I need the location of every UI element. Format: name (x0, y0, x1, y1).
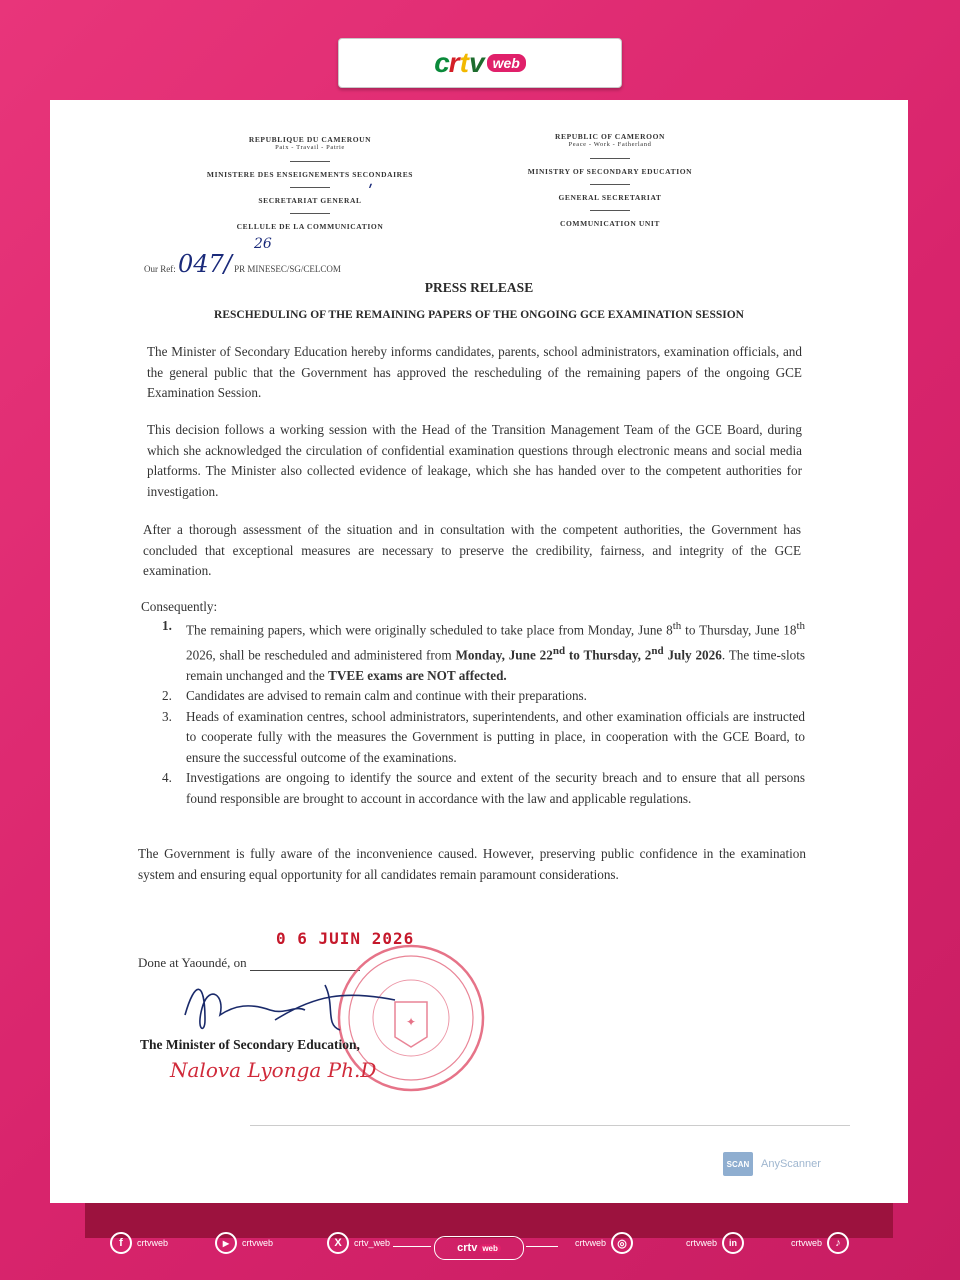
social-handle: crtvweb (242, 1238, 274, 1248)
crtv-web-logo (434, 47, 526, 79)
item1-text-a: The remaining papers, which were originally scheduled to take place from Monday, June 8 (186, 622, 673, 638)
list-item-number: 3. (162, 708, 172, 724)
closing-paragraph: The Government is fully aware of the inconvenience caused. However, preserving public confidence in the examination system and ensuring equal opportunity for all candidates remain paramount considerations. (138, 846, 806, 882)
footer-logo-r: r (463, 1242, 468, 1254)
social-handle: crtvweb (791, 1238, 823, 1248)
linkedin-icon: in (722, 1232, 744, 1254)
item1-text-c: 2026, shall be rescheduled and administered from (186, 647, 456, 663)
social-youtube[interactable] (215, 1232, 273, 1254)
reference-handwritten-number: 047/ (178, 250, 232, 278)
divider (590, 158, 630, 159)
right-header-unit: COMMUNICATION UNIT (559, 219, 661, 229)
social-facebook[interactable] (110, 1232, 168, 1254)
facebook-icon: f (110, 1232, 132, 1254)
signature (175, 975, 405, 1045)
list-item-text: Heads of examination centres, school administrators, superintendents, and other examination officials are instructed to cooperate fully with the measures the Government is putting in place, in cooperation with the GCE Board, to ensure the successful outcome of the examinations. (186, 708, 805, 765)
divider (526, 1246, 558, 1247)
social-x[interactable] (327, 1232, 390, 1254)
divider (290, 213, 330, 214)
right-header-country: REPUBLIC OF CAMEROON (554, 132, 666, 141)
scanner-label: AnyScanner (761, 1158, 821, 1170)
done-at-label: Done at Yaoundé, on (138, 955, 247, 970)
item1-sup-f: nd (651, 644, 664, 657)
logo-web-badge: web (487, 54, 526, 72)
anyscanner-watermark (723, 1152, 821, 1176)
social-handle: crtvweb (686, 1238, 718, 1248)
logo-letter-v: v (469, 47, 485, 78)
item1-tvee-note: TVEE exams are NOT affected. (328, 667, 507, 683)
divider (393, 1246, 431, 1247)
instagram-icon: ◎ (611, 1232, 633, 1254)
right-header-ministry: MINISTRY OF SECONDARY EDUCATION (527, 166, 693, 176)
signer-name-stamp: Nalova Lyonga Ph.D (170, 1058, 377, 1082)
svg-text:✦: ✦ (405, 1015, 417, 1029)
right-header-motto: Peace - Work - Fatherland (568, 141, 652, 149)
logo-letter-c: c (434, 47, 449, 78)
list-item-number: 1. (162, 618, 172, 633)
document-subtitle: RESCHEDULING OF THE REMAINING PAPERS OF THE ONGOING GCE EXAMINATION SESSION (214, 309, 744, 321)
paragraph-2: This decision follows a working session with the Head of the Transition Management Team of the GCE Board, during which she acknowledged the circulation of confidential examination questions through electronic means and social media platforms. The Minister also collected evidence of leakage, which she has handed over to the competent authorities for investigation. (147, 422, 802, 499)
divider (590, 210, 630, 211)
social-tiktok[interactable] (791, 1232, 849, 1254)
list-item (140, 686, 805, 707)
scan-icon: SCAN (723, 1152, 753, 1176)
item1-sup-a: th (672, 620, 682, 632)
consequently-label: Consequently: (141, 599, 218, 614)
x-icon: X (327, 1232, 349, 1254)
reference-line (144, 236, 341, 278)
list-item (140, 616, 805, 686)
reference-handwritten-year: 26 (254, 236, 272, 252)
footer-crtv-logo (434, 1236, 524, 1260)
list-item-text (186, 616, 805, 686)
item1-sup-b: th (796, 620, 805, 632)
left-header (190, 135, 430, 232)
logo-letter-r: r (448, 47, 460, 78)
social-instagram[interactable] (575, 1232, 633, 1254)
left-header-secretariat: SECRETARIAT GENERAL (258, 195, 362, 205)
social-linkedin[interactable] (686, 1232, 744, 1254)
list-item-number: 4. (162, 770, 172, 786)
left-header-motto: Paix - Travail - Patrie (275, 144, 345, 152)
tiktok-icon: ♪ (827, 1232, 849, 1254)
footer-logo-text (457, 1242, 477, 1254)
social-handle: crtvweb (137, 1238, 169, 1248)
footer-logo-v: v (471, 1242, 478, 1254)
social-handle: crtvweb (575, 1238, 607, 1248)
item1-text-e: to (565, 647, 584, 663)
item1-new-end-month: July 2026 (663, 647, 722, 663)
date-stamp: 0 6 JUIN 2026 (276, 929, 415, 948)
press-release-document (50, 100, 908, 1203)
list-item (140, 768, 805, 809)
right-header-secretariat: GENERAL SECRETARIAT (558, 192, 662, 202)
signer-title: The Minister of Secondary Education, (140, 1037, 360, 1052)
item1-sup-d: nd (552, 644, 566, 657)
item1-text-h: . The time-slots remain unchanged and the (186, 647, 806, 683)
item1-new-start-date: Monday, June 22 (455, 647, 553, 663)
list-item-text: Investigations are ongoing to identify the source and extent of the security breach and to ensure that all persons found responsible are brought to account in accordance with the law and applicable regulations. (186, 770, 805, 806)
left-header-unit: CELLULE DE LA COMMUNICATION (236, 222, 384, 232)
left-header-country: REPUBLIQUE DU CAMEROUN (248, 135, 372, 144)
divider (290, 161, 330, 162)
crtv-logo-box (338, 38, 622, 88)
measures-list (140, 616, 805, 809)
right-header (510, 132, 710, 229)
done-at-line (138, 955, 360, 971)
youtube-icon: ▶ (215, 1232, 237, 1254)
list-item (140, 707, 805, 769)
left-header-ministry: MINISTERE DES ENSEIGNEMENTS SECONDAIRES (206, 169, 414, 179)
logo-letter-t: t (459, 47, 469, 78)
item1-new-end-date: Thursday, 2 (583, 647, 652, 663)
list-item-text: Candidates are advised to remain calm and continue with their preparations. (186, 688, 587, 704)
reference-label: Our Ref: (144, 264, 176, 274)
paragraph-3: After a thorough assessment of the situation and in consultation with the competent authorities, the Government has concluded that exceptional measures are necessary to preserve the credibility, fairness, and integrity of the GCE examination. (143, 522, 801, 578)
reference-suffix: PR MINESEC/SG/CELCOM (234, 264, 341, 274)
document-title: PRESS RELEASE (424, 280, 534, 295)
footer-band (85, 1203, 893, 1238)
divider (590, 184, 630, 185)
divider (290, 187, 330, 188)
item1-text-b: to Thursday, June 18 (681, 622, 797, 638)
footer-logo-t: t (467, 1242, 472, 1254)
list-item-number: 2. (162, 688, 172, 704)
handwritten-initial: ʹ (368, 182, 374, 203)
divider (250, 1125, 850, 1126)
paragraph-1: The Minister of Secondary Education hereby informs candidates, parents, school administrators, examination officials, and the general public that the Government has approved the rescheduling of the remaining papers of the ongoing GCE Examination Session. (147, 344, 802, 400)
footer-logo-c: c (457, 1242, 464, 1254)
footer-logo-web: web (479, 1244, 501, 1253)
social-handle: crtv_web (354, 1238, 391, 1248)
